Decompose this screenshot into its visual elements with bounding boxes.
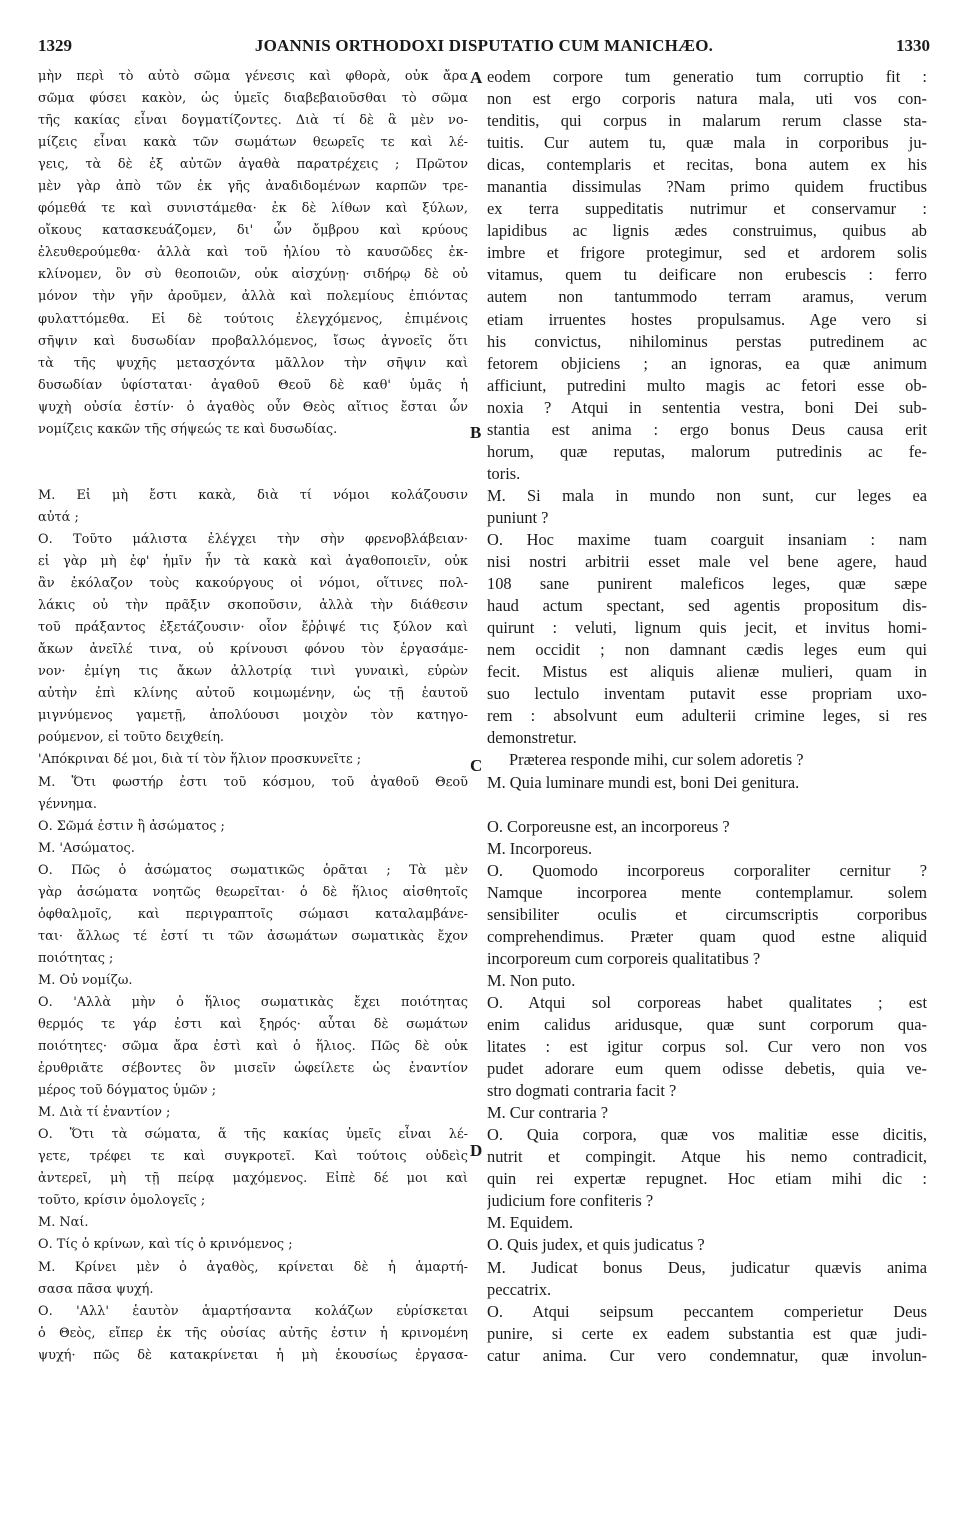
- latin-text-line: 108 sane punirent maleficos leges, quæ sæpe: [487, 574, 927, 594]
- latin-text-line: M. Si mala in mundo non sunt, cur leges ea: [487, 485, 927, 505]
- greek-text-line: αὐτά ;: [38, 509, 79, 525]
- latin-text-line: toris.: [487, 463, 521, 483]
- greek-text-line: 'Απόκριναι δέ μοι, διὰ τί τὸν ἥλιον προσκυνεῖτε ;: [38, 752, 362, 768]
- greek-text-line: αὐτὴν ἐπὶ κλίνης αὐτοῦ κοιμωμένην, ὡς τῇ ἑαυτοῦ: [38, 686, 468, 702]
- latin-text-line: fecit. Mistus est aliquis alienæ mulieri, quam in: [487, 662, 927, 682]
- latin-text-line: nisi nostri arbitrii esset male vel bene agere, haud: [487, 552, 927, 572]
- greek-text-line: Μ. Ναί.: [38, 1215, 89, 1231]
- greek-text-line: νομίζεις κακῶν τῆς σήψεώς τε καὶ δυσωδίας.: [38, 421, 338, 437]
- greek-text-line: σῶμα φύσει κακὸν, ὡς ὑμεῖς διαβεβαιοῦσθαι τὸ σῶμα: [38, 91, 468, 107]
- greek-text-line: γὰρ ἀσώματα νοητῶς θεωρεῖται· ὁ δὲ ἥλιος αἰσθητοῖς: [38, 884, 468, 900]
- latin-text-line: imbre et frigore protegimur, sed et ardorem solis: [487, 243, 927, 263]
- latin-text-line: O. Atqui sol corporeas habet qualitates ; est: [487, 992, 927, 1012]
- latin-text-line: eodem corpore tum generatio tum corruptio fit :: [487, 67, 927, 86]
- latin-text-line: [487, 794, 927, 816]
- greek-text-line: Μ. Διὰ τί ἐναντίον ;: [38, 1105, 171, 1121]
- greek-text-line: τοῦ πράξαντος ἐξετάζουσιν· οἷον ἔῤῥιψέ τις ξύλον καὶ: [38, 620, 468, 636]
- greek-text-line: ποιότητες· σῶμα ἄρα ἐστὶ καὶ ὁ ἥλιος. Πῶς δὲ οὐκ: [38, 1039, 468, 1055]
- greek-text-line: γεις, τὰ δὲ ἐξ αὐτῶν ἀγαθὰ παρατρέχεις ; Πρῶτον: [38, 157, 468, 173]
- latin-text-line: stro dogmati contraria facit ?: [487, 1081, 677, 1101]
- greek-text-line: Ο. Τοῦτο μάλιστα ἐλέγχει τὴν σὴν φρενοβλάβειαν·: [38, 531, 468, 547]
- latin-text-line: punire, si certe ex eadem substantia est quæ judi-: [487, 1323, 927, 1343]
- latin-text-line: peccatrix.: [487, 1279, 552, 1299]
- greek-text-line: Ο. Σῶμά ἐστιν ἢ ἀσώματος ;: [38, 818, 225, 834]
- latin-text-line: Namque incorporea mente contemplamur. solem: [487, 882, 927, 902]
- greek-text-line: ρούμενον, εἰ τοῦτο δειχθείη.: [38, 730, 225, 746]
- latin-text-line: haud actum spectant, sed agentis propositum dis-: [487, 596, 927, 616]
- page-number-right: 1330: [896, 36, 930, 55]
- greek-text-line: Μ. Κρίνει μὲν ὁ ἀγαθὸς, κρίνεται δὲ ἡ ἁμαρτή-: [38, 1259, 468, 1275]
- greek-text-line: τοῦτο, κρίσιν ὁμολογεῖς ;: [38, 1193, 206, 1209]
- latin-text-line: O. Quomodo incorporeus corporaliter cernitur ?: [487, 860, 927, 880]
- latin-text-line: quin rei expertæ repugnet. Hoc etiam mihi dic :: [487, 1169, 927, 1189]
- greek-text-line: ἂν ἐκόλαζον τοὺς κακούργους οἱ νόμοι, οἵτινες πολ-: [38, 576, 468, 592]
- latin-text-line: lapidibus ac lignis ædes construimus, quibus ab: [487, 221, 927, 241]
- greek-text-line: ὀφθαλμοῖς, καὶ περιγραπτοῖς σώμασι καταλαμβάνε-: [38, 906, 468, 922]
- greek-text-line: γετε, τρέφει τε καὶ συγκροτεῖ. Καὶ τούτοις οὐδεὶς: [38, 1149, 468, 1165]
- greek-text-line: εἰ γὰρ μὴ ἐφ' ἡμῖν ἦν τὰ κακὰ καὶ ἀγαθοποιεῖν, οὐκ: [38, 554, 468, 570]
- greek-text-line: σῆψιν καὶ δυσωδίαν προβαλλόμενος, ἴσως ἀγνοεῖς ὅτι: [38, 333, 468, 349]
- greek-text-line: μίζεις εἶναι κακὰ τῶν σωμάτων θεωρεῖς τε καὶ λέ-: [38, 135, 468, 151]
- greek-text-line: Μ. Οὐ νομίζω.: [38, 972, 133, 988]
- greek-text-line: μέρος τοῦ δόγματος ὑμῶν ;: [38, 1083, 217, 1099]
- latin-text-line: O. Hoc maxime tuam coarguit insaniam : nam: [487, 529, 927, 549]
- latin-text-line: O. Quia corpora, quæ vos malitiæ esse dicitis,: [487, 1125, 927, 1145]
- greek-text-line: σασα πᾶσα ψυχή.: [38, 1281, 154, 1297]
- greek-text-line: μιγνύμενος γαμετῇ, ἀπολύουσι μοιχὸν τὸν κατηγο-: [38, 708, 468, 724]
- greek-text-line: μόνον τὴν γῆν ἀροῦμεν, ἀλλὰ καὶ πολεμίους ἐπιόντας: [38, 289, 468, 305]
- section-marker-a: A: [470, 68, 483, 87]
- section-marker-c: C: [470, 756, 483, 775]
- greek-text-line: ψυχή· πῶς δὲ κατακρίνεται ἡ μὴ ἑκουσίως ἐργασα-: [38, 1347, 468, 1363]
- greek-text-line: μὲν γὰρ ἀπὸ τῶν ἐκ γῆς ἀναδιδομένων καρπῶν τρε-: [38, 179, 468, 195]
- latin-text-line: vitamus, quem tu deificare non erubescis : ferro: [487, 265, 927, 285]
- latin-text-line: M. Incorporeus.: [487, 838, 593, 858]
- section-marker-d: D: [470, 1141, 483, 1160]
- section-marker-b: B: [470, 423, 482, 442]
- latin-text-line: nutrit et compingit. Atque his nemo contradicit,: [487, 1147, 927, 1167]
- greek-text-line: ἀντερεῖ, μὴ τῇ πείρᾳ μαχόμενος. Εἰπὲ δέ μοι καὶ: [38, 1171, 468, 1187]
- latin-text-line: sensibiliter oculis et circumscriptis corporibus: [487, 904, 927, 924]
- latin-text-line: dicas, contemplaris et recitas, bona autem ex his: [487, 155, 927, 175]
- greek-text-line: θερμός τε γάρ ἐστι καὶ ξηρός· αὗται δὲ σωμάτων: [38, 1017, 468, 1033]
- page-number-left: 1329: [38, 36, 72, 55]
- latin-text-line: manantia dissimulas ?Nam primo quidem fructibus: [487, 177, 927, 197]
- latin-text-line: quirunt : veluti, lignum quis jecit, et invitus homi-: [487, 618, 927, 638]
- latin-text-line: Præterea responde mihi, cur solem adoretis ?: [509, 750, 804, 770]
- greek-text-line: ὁ Θεὸς, εἴπερ ἐκ τῆς οὐσίας αὐτῆς ἐστιν ἡ κρινομένη: [38, 1325, 468, 1341]
- greek-text-line: γέννημα.: [38, 796, 97, 812]
- latin-text-line: catur anima. Cur vero condemnatur, quæ involun-: [487, 1345, 927, 1365]
- greek-text-line: ψυχὴ οὐσία ἐστίν· ὁ ἀγαθὸς οὖν Θεὸς αἴτιος ἔσται ὧν: [38, 399, 468, 415]
- greek-text-line: Ο. Τίς ὁ κρίνων, καὶ τίς ὁ κρινόμενος ;: [38, 1237, 293, 1253]
- latin-text-line: judicium fore confiteris ?: [487, 1191, 654, 1211]
- latin-text-line: rem : absolvunt eum adulterii crimine leges, si res: [487, 706, 927, 726]
- greek-text-line: Ο. Ὅτι τὰ σώματα, ἅ τῆς κακίας ὑμεῖς εἶναι λέ-: [38, 1127, 468, 1143]
- latin-text-line: tenditis, qui corpus in malarum rerum classe sta-: [487, 111, 927, 131]
- latin-text-line: M. Judicat bonus Deus, judicatur quævis anima: [487, 1257, 927, 1277]
- greek-text-line: [38, 463, 468, 485]
- greek-text-line: Μ. 'Ασώματος.: [38, 840, 135, 856]
- latin-text-line: incorporeum cum corporeis qualitatibus ?: [487, 948, 761, 968]
- greek-text-line: Μ. Ὅτι φωστήρ ἐστι τοῦ κόσμου, τοῦ ἀγαθοῦ Θεοῦ: [38, 774, 468, 790]
- latin-column: [487, 66, 927, 1367]
- latin-text-line: O. Quis judex, et quis judicatus ?: [487, 1235, 705, 1255]
- greek-text-line: Ο. 'Αλλὰ μὴν ὁ ἥλιος σωματικὰς ἔχει ποιότητας: [38, 994, 468, 1010]
- greek-text-line: Μ. Εἰ μὴ ἔστι κακὰ, διὰ τί νόμοι κολάζουσιν: [38, 487, 468, 503]
- latin-text-line: horum, quæ reputas, malorum putredinis ac fe-: [487, 441, 927, 461]
- greek-column: [38, 66, 468, 1367]
- greek-text-line: μὴν περὶ τὸ αὐτὸ σῶμα γένεσις καὶ φθορὰ, οὐκ ἄρα: [38, 69, 468, 84]
- latin-text-line: M. Quia luminare mundi est, boni Dei genitura.: [487, 772, 800, 792]
- latin-text-line: non est ergo corporis natura mala, uti vos con-: [487, 89, 927, 109]
- latin-text-line: etiam irruentes hostes propulsamus. Age vero si: [487, 309, 927, 329]
- latin-text-line: his convictus, nihilominus perstas putredinem ac: [487, 331, 927, 351]
- greek-text-line: λάκις οὐ τὴν πρᾶξιν σκοποῦσιν, ἀλλὰ τὴν διάθεσιν: [38, 598, 468, 614]
- latin-text-line: nem occidit ; non damnant cædis leges eum qui: [487, 640, 927, 660]
- latin-text-line: puniunt ?: [487, 507, 549, 527]
- greek-text-line: τὰ τῆς ψυχῆς μετασχόντα μᾶλλον τὴν σῆψιν καὶ: [38, 355, 468, 371]
- latin-text-line: litates : est igitur corpus sol. Cur vero non vos: [487, 1037, 927, 1057]
- latin-text-line: comprehendimus. Præter quam quod estne aliquid: [487, 926, 927, 946]
- greek-text-line: τῆς κακίας εἶναι δογματίζοντες. Διὰ τί δὲ ἃ μὲν νο-: [38, 113, 468, 129]
- running-header: [38, 36, 930, 60]
- greek-text-line: οἴκους κατασκευάζομεν, δι' ὧν ὄμβρου καὶ κρύους: [38, 223, 468, 239]
- greek-text-line: φόμεθά τε καὶ συνιστάμεθα· ἐκ δὲ λίθων καὶ ξύλων,: [38, 201, 468, 217]
- latin-text-line: autem non tantummodo terram aramus, verum: [487, 287, 927, 307]
- greek-text-line: ἐρυθριᾶτε σέβοντες ὃν μισεῖν ὠφείλετε ὡς ἐναντίον: [38, 1061, 468, 1077]
- greek-text-line: κλίνομεν, ὃν σὺ θεοποιῶν, οὐκ αἰσχύνῃ· σιδήρῳ δὲ οὐ: [38, 267, 468, 283]
- latin-text-line: O. Atqui seipsum peccantem comperietur Deus: [487, 1301, 927, 1321]
- latin-text-line: ex terra suppeditatis nutrimur et conservamur :: [487, 199, 927, 219]
- greek-text-line: Ο. Πῶς ὁ ἀσώματος σωματικῶς ὁρᾶται ; Τὰ μὲν: [38, 862, 468, 878]
- running-title: JOANNIS ORTHODOXI DISPUTATIO CUM MANICHÆO.: [254, 36, 714, 55]
- latin-text-line: demonstretur.: [487, 728, 577, 748]
- greek-text-line: φυλαττόμεθα. Εἰ δὲ τούτοις ἐλεγχόμενος, ἐπιμένοις: [38, 311, 468, 327]
- greek-text-line: Ο. 'Αλλ' ἑαυτὸν ἁμαρτήσαντα κολάζων εὑρίσκεται: [38, 1303, 468, 1319]
- latin-text-line: noxia ? Atqui in sententia vestra, boni Dei sub-: [487, 397, 927, 417]
- latin-text-line: pudet adorare eum quem odisse debetis, quia ve-: [487, 1059, 927, 1079]
- latin-text-line: M. Non puto.: [487, 970, 576, 990]
- greek-text-line: δυσωδίαν ὑφίσταται· ἀγαθοῦ Θεοῦ δὲ καθ' ὑμᾶς ἡ: [38, 377, 468, 393]
- latin-text-line: tuitis. Cur autem tu, quæ mala in corporibus ju-: [487, 133, 927, 153]
- greek-text-line: ἄκων ἀνεῖλέ τινα, οὐ κρίνουσι φόνου τὸν ἐργασάμε-: [38, 642, 468, 658]
- latin-text-line: fetorem objiciens ; an ignoras, ea quæ animum: [487, 353, 927, 373]
- latin-text-line: M. Equidem.: [487, 1213, 574, 1233]
- greek-text-line: νον· ἐμίγη τις ἄκων ἀλλοτρίᾳ τινὶ γυναικὶ, εὑρὼν: [38, 664, 468, 680]
- latin-text-line: enim calidus aridusque, quæ sunt corporum qua-: [487, 1015, 927, 1035]
- latin-text-line: suo lectulo inventam putavit esse propriam uxo-: [487, 684, 927, 704]
- greek-text-line: ποιότητας ;: [38, 950, 114, 966]
- greek-text-line: ται· ἄλλως τέ ἐστί τι τῶν ἀσωμάτων σωματικὰς ἔχον: [38, 928, 468, 944]
- latin-text-line: O. Corporeusne est, an incorporeus ?: [487, 816, 730, 836]
- greek-text-line: ἐλευθερούμεθα· ἀλλὰ καὶ τοῦ ἡλίου τὸ καυσῶδες ἐκ-: [38, 245, 468, 261]
- greek-text-line: [38, 441, 468, 463]
- latin-text-line: M. Cur contraria ?: [487, 1103, 609, 1123]
- latin-text-line: stantia est anima : ergo bonus Deus causa erit: [487, 419, 927, 439]
- latin-text-line: afficiunt, putredini multo magis ac fetori esse ob-: [487, 375, 927, 395]
